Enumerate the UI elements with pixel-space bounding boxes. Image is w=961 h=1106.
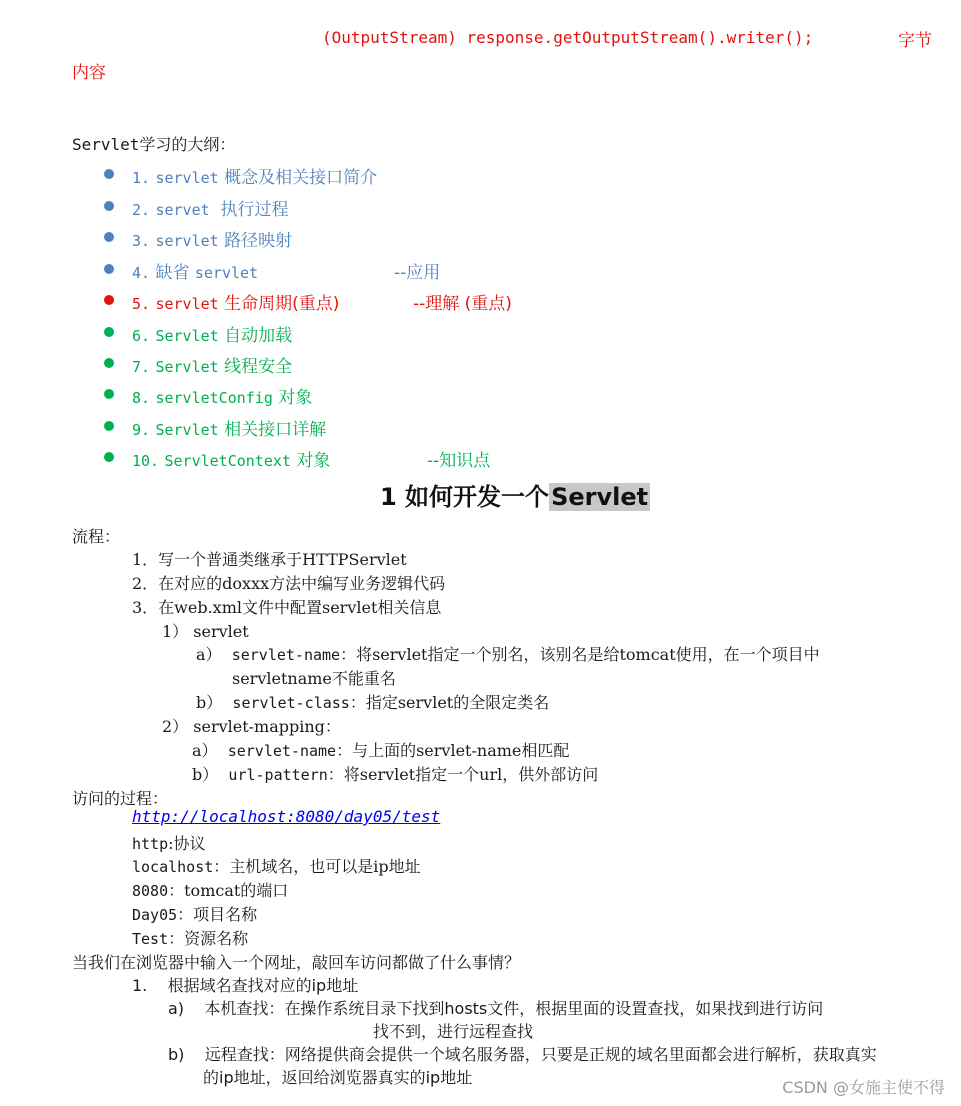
access-row-4: Day05：项目名称 — [132, 905, 258, 924]
outline-item-4-extra: --应用 — [394, 263, 441, 283]
outline-item-7: 7. Servlet 线程安全 — [132, 357, 293, 377]
access-row-2: localhost：主机域名，也可以是ip地址 — [132, 857, 421, 876]
outline-item-3: 3. servlet 路径映射 — [132, 231, 293, 251]
section-heading-highlight: Servlet — [551, 483, 649, 511]
outline-item-1: 1. servlet 概念及相关接口简介 — [132, 168, 378, 188]
process-step-1: 1．写一个普通类继承于HTTPServlet — [132, 550, 407, 569]
process-step-2: 2．在对应的doxxx方法中编写业务逻辑代码 — [132, 574, 446, 593]
bullet-icon — [104, 327, 114, 337]
outline-item-8: 8. servletConfig 对象 — [132, 388, 313, 408]
outline-item-9: 9. Servlet 相关接口详解 — [132, 420, 327, 440]
outline-title-text: Servlet学习的大纲： — [72, 135, 236, 154]
outline-title — [72, 132, 235, 155]
outline-item-5-extra: --理解 (重点) — [413, 294, 512, 314]
sub2-b: b） url-pattern：将servlet指定一个url，供外部访问 — [192, 765, 599, 784]
access-row-1: http:协议 — [132, 834, 206, 853]
access-row-5: Test：资源名称 — [132, 929, 249, 948]
sub1-b: b） servlet-class：指定servlet的全限定类名 — [196, 693, 550, 712]
access-row-3: 8080：tomcat的端口 — [132, 881, 289, 900]
question-a: a) 本机查找：在操作系统目录下找到hosts文件，根据里面的设置查找，如果找到进行访问 — [168, 999, 824, 1018]
question-b-wrap: 的ip地址，返回给浏览器真实的ip地址 — [203, 1068, 473, 1087]
top-code: (OutputStream) response.getOutputStream().writer(); — [322, 28, 814, 47]
outline-item-10: 10. ServletContext 对象 — [132, 451, 331, 471]
outline-item-10-extra: --知识点 — [427, 451, 491, 471]
question-text: 当我们在浏览器中输入一个网址，敲回车访问都做了什么事情？ — [72, 953, 521, 972]
access-label: 访问的过程： — [72, 789, 169, 808]
section-heading — [380, 472, 650, 522]
bullet-icon — [104, 389, 114, 399]
bullet-icon — [104, 264, 114, 274]
csdn-watermark: CSDN @女施主使不得 — [782, 1078, 945, 1097]
outline-item-6: 6. Servlet 自动加载 — [132, 326, 293, 346]
section-heading-prefix: 1 如何开发一个 — [380, 483, 550, 511]
process-step-3: 3．在web.xml文件中配置servlet相关信息 — [132, 598, 442, 617]
process-label: 流程： — [72, 527, 121, 546]
bullet-icon — [104, 201, 114, 211]
question-a-wrap: 找不到，进行远程查找 — [373, 1022, 534, 1041]
bullet-icon — [104, 421, 114, 431]
bullet-icon — [104, 452, 114, 462]
question-b: b) 远程查找：网络提供商会提供一个域名服务器，只要是正规的域名里面都会进行解析，获取真实 — [168, 1045, 877, 1064]
sub1-title: 1） servlet — [162, 622, 249, 641]
bullet-icon — [104, 358, 114, 368]
question-step-1: 1. 根据域名查找对应的ip地址 — [132, 976, 359, 995]
sub2-a: a） servlet-name：与上面的servlet-name相匹配 — [192, 741, 570, 760]
sub2-title: 2） servlet-mapping： — [162, 717, 341, 736]
top-code-wrap: 内容 — [72, 63, 106, 83]
top-code-tail: 字节 — [898, 31, 932, 51]
bullet-icon — [104, 169, 114, 179]
outline-item-5: 5. servlet 生命周期(重点) — [132, 294, 340, 314]
access-url-row — [132, 807, 440, 826]
bullet-icon — [104, 295, 114, 305]
bullet-icon — [104, 232, 114, 242]
outline-item-4: 4. 缺省 servlet — [132, 263, 259, 283]
access-url-link[interactable]: http://localhost:8080/day05/test — [132, 807, 441, 826]
sub1-a-wrap: servletname不能重名 — [232, 669, 396, 688]
outline-item-2: 2. servet 执行过程 — [132, 200, 289, 220]
sub1-a: a） servlet-name：将servlet指定一个别名，该别名是给tomcat使用，在一个项目中 — [196, 645, 820, 664]
